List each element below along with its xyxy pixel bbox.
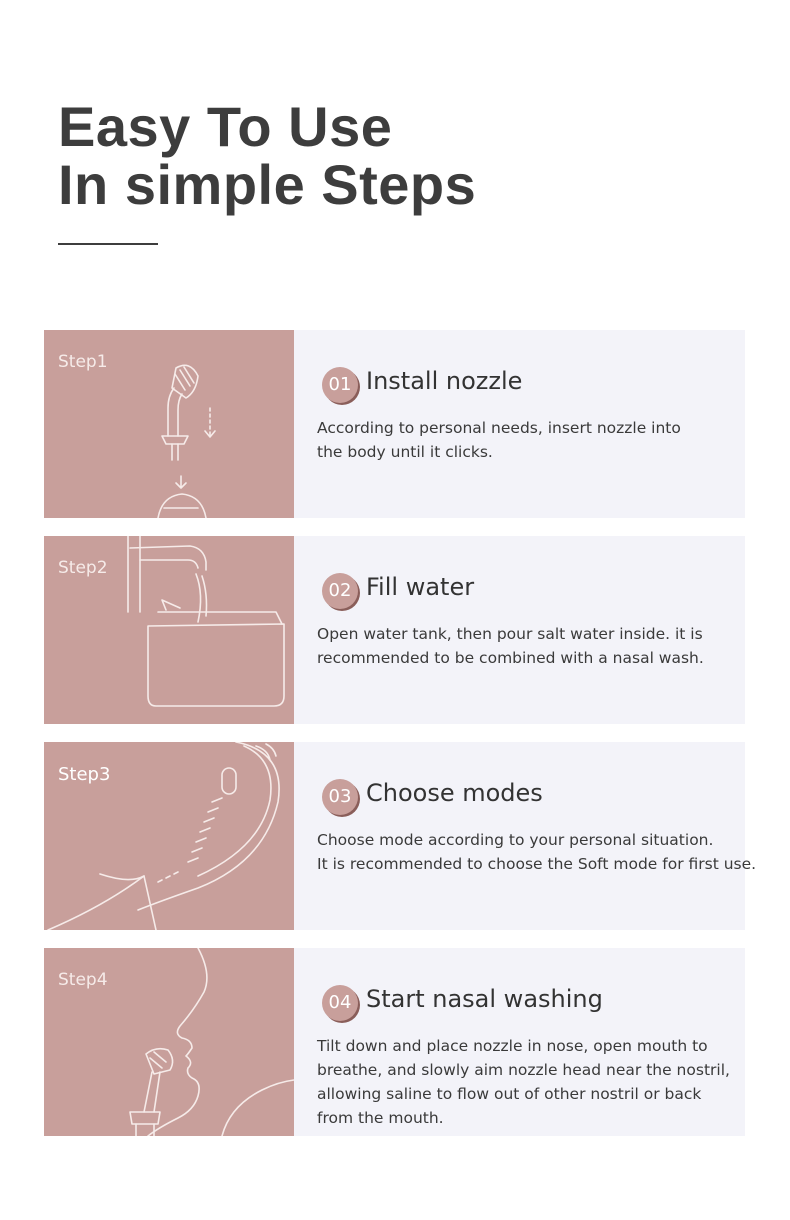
description-line: recommended to be combined with a nasal wash. bbox=[317, 649, 704, 667]
description-line: the body until it clicks. bbox=[317, 443, 493, 461]
step-number-badge: 04 bbox=[322, 985, 358, 1021]
headline-line-2: In simple Steps bbox=[58, 153, 477, 216]
description-line: from the mouth. bbox=[317, 1109, 444, 1127]
description-line: Open water tank, then pour salt water inside. it is bbox=[317, 625, 703, 643]
step-number-badge: 02 bbox=[322, 573, 358, 609]
step-illustration-panel bbox=[44, 330, 294, 518]
headline-line-1: Easy To Use bbox=[58, 95, 393, 158]
step-description bbox=[317, 828, 757, 876]
step-card-4 bbox=[44, 948, 745, 1136]
step-title: Choose modes bbox=[366, 779, 543, 807]
description-line: It is recommended to choose the Soft mode for first use. bbox=[317, 855, 757, 873]
step-title: Install nozzle bbox=[366, 367, 523, 395]
step-description bbox=[317, 1034, 742, 1130]
step-number-badge: 01 bbox=[322, 367, 358, 403]
step-title: Fill water bbox=[366, 573, 475, 601]
step-tag: Step3 bbox=[58, 764, 111, 785]
step-card-3 bbox=[44, 742, 757, 930]
step-description bbox=[317, 416, 742, 464]
step-card-2 bbox=[44, 536, 745, 724]
description-line: breathe, and slowly aim nozzle head near the nostril, bbox=[317, 1061, 730, 1079]
step-tag: Step4 bbox=[58, 970, 108, 990]
description-line: According to personal needs, insert nozzle into bbox=[317, 419, 681, 437]
step-tag: Step1 bbox=[58, 352, 108, 372]
step-card-1 bbox=[44, 330, 745, 518]
description-line: Tilt down and place nozzle in nose, open mouth to bbox=[317, 1037, 708, 1055]
description-line: allowing saline to flow out of other nostril or back bbox=[317, 1085, 702, 1103]
step-description bbox=[317, 622, 742, 670]
page-headline bbox=[58, 95, 477, 216]
step-illustration-panel bbox=[44, 948, 294, 1136]
step-illustration-panel bbox=[44, 742, 294, 930]
headline-underline bbox=[58, 243, 158, 245]
step-illustration-panel bbox=[44, 536, 294, 724]
step-number-badge: 03 bbox=[322, 779, 358, 815]
step-tag: Step2 bbox=[58, 558, 108, 578]
description-line: Choose mode according to your personal situation. bbox=[317, 831, 714, 849]
step-title: Start nasal washing bbox=[366, 985, 603, 1013]
